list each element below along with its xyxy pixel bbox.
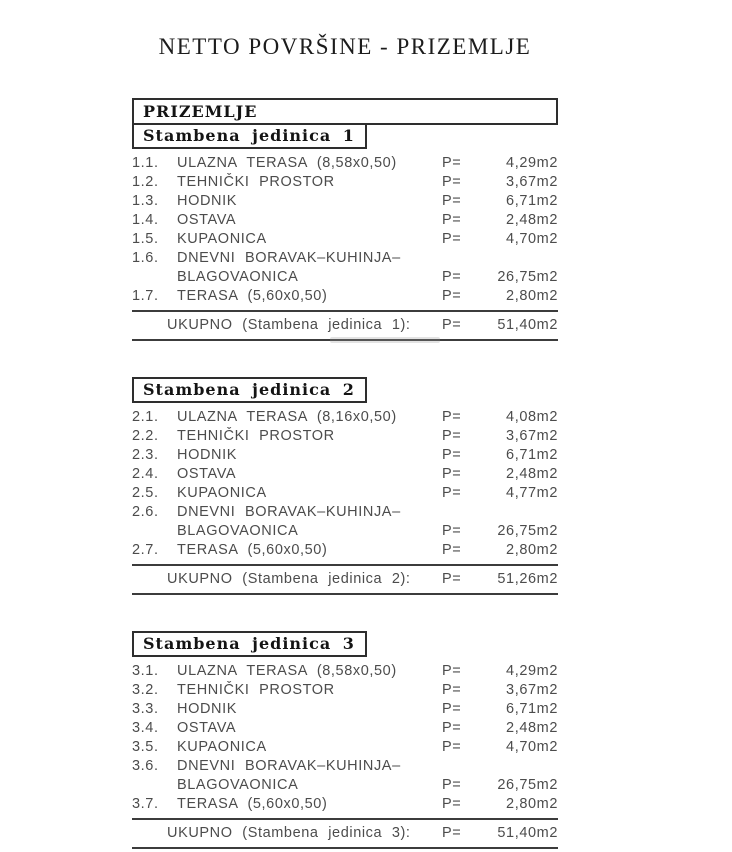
row-number — [132, 522, 177, 541]
area-row — [132, 503, 558, 522]
row-number: 3.2. — [132, 682, 159, 698]
area-rows — [132, 408, 558, 560]
area-row — [132, 465, 558, 484]
row-number: 2.7. — [132, 542, 159, 558]
area-value: 4,29m2 — [506, 155, 558, 171]
total-label: UKUPNO (Stambena jedinica 3): — [167, 825, 411, 841]
p-label: P= — [442, 542, 462, 558]
room-label: OSTAVA — [177, 466, 237, 482]
area-row — [132, 541, 558, 560]
row-number — [132, 776, 177, 795]
row-number: 1.5. — [132, 231, 159, 247]
area-value: 4,70m2 — [506, 739, 558, 755]
document-sheet — [132, 0, 558, 849]
p-label: P= — [442, 428, 462, 444]
p-label: P= — [442, 231, 462, 247]
total-p-label: P= — [442, 571, 462, 587]
room-label: TEHNIČKI PROSTOR — [177, 174, 335, 190]
row-number: 2.3. — [132, 447, 159, 463]
area-row — [132, 154, 558, 173]
total-row — [132, 310, 558, 341]
row-number: 3.7. — [132, 796, 159, 812]
p-label: P= — [442, 193, 462, 209]
area-row — [132, 408, 558, 427]
total-area-value: 51,40m2 — [497, 825, 558, 841]
area-value: 6,71m2 — [506, 193, 558, 209]
area-value: 3,67m2 — [506, 428, 558, 444]
p-label: P= — [442, 466, 462, 482]
room-label: DNEVNI BORAVAK–KUHINJA– — [177, 250, 401, 266]
room-label: KUPAONICA — [177, 231, 267, 247]
row-number: 3.6. — [132, 758, 159, 774]
unit-header: Stambena jedinica 3 — [132, 631, 367, 657]
area-row — [132, 662, 558, 681]
area-value: 3,67m2 — [506, 682, 558, 698]
row-number: 1.3. — [132, 193, 159, 209]
row-number: 1.4. — [132, 212, 159, 228]
p-label: P= — [442, 174, 462, 190]
room-label: TEHNIČKI PROSTOR — [177, 428, 335, 444]
p-label: P= — [442, 155, 462, 171]
area-value: 4,29m2 — [506, 663, 558, 679]
room-label: TERASA (5,60x0,50) — [177, 288, 328, 304]
room-label: HODNIK — [177, 447, 237, 463]
room-label: ULAZNA TERASA (8,16x0,50) — [177, 409, 397, 425]
floor-header: PRIZEMLJE — [132, 98, 558, 125]
unit-header: Stambena jedinica 2 — [132, 377, 367, 403]
area-value: 6,71m2 — [506, 447, 558, 463]
p-label — [442, 757, 480, 776]
area-value: 2,80m2 — [506, 796, 558, 812]
area-value — [480, 503, 558, 522]
sections — [132, 125, 558, 849]
area-row — [132, 173, 558, 192]
area-row — [132, 427, 558, 446]
row-number: 1.1. — [132, 155, 159, 171]
row-number — [132, 268, 177, 287]
p-label: P= — [442, 777, 462, 793]
room-label: HODNIK — [177, 701, 237, 717]
row-number: 2.1. — [132, 409, 159, 425]
total-label: UKUPNO (Stambena jedinica 2): — [167, 571, 411, 587]
area-row — [132, 776, 558, 795]
total-area-value: 51,40m2 — [497, 317, 558, 333]
area-row — [132, 522, 558, 541]
row-number: 2.2. — [132, 428, 159, 444]
row-number: 1.7. — [132, 288, 159, 304]
unit-section — [132, 631, 558, 849]
area-row — [132, 230, 558, 249]
row-number: 3.1. — [132, 663, 159, 679]
area-value: 2,48m2 — [506, 720, 558, 736]
area-value — [480, 757, 558, 776]
area-row — [132, 249, 558, 268]
page-title: NETTO POVRŠINE - PRIZEMLJE — [158, 34, 532, 59]
area-rows — [132, 154, 558, 306]
p-label: P= — [442, 212, 462, 228]
room-label: OSTAVA — [177, 212, 237, 228]
room-label: KUPAONICA — [177, 485, 267, 501]
room-label: BLAGOVAONICA — [177, 777, 299, 793]
total-label: UKUPNO (Stambena jedinica 1): — [167, 317, 411, 333]
area-value: 3,67m2 — [506, 174, 558, 190]
room-label: BLAGOVAONICA — [177, 269, 299, 285]
area-row — [132, 700, 558, 719]
p-label: P= — [442, 485, 462, 501]
area-row — [132, 795, 558, 814]
unit-section — [132, 377, 558, 595]
p-label: P= — [442, 796, 462, 812]
area-value: 4,77m2 — [506, 485, 558, 501]
total-row — [132, 818, 558, 849]
p-label — [442, 503, 480, 522]
unit-header: Stambena jedinica 1 — [132, 123, 367, 149]
row-number: 3.3. — [132, 701, 159, 717]
area-value: 26,75m2 — [497, 269, 558, 285]
row-number: 2.5. — [132, 485, 159, 501]
area-value: 2,80m2 — [506, 542, 558, 558]
row-number: 2.4. — [132, 466, 159, 482]
area-value: 2,80m2 — [506, 288, 558, 304]
room-label: BLAGOVAONICA — [177, 523, 299, 539]
total-p-label: P= — [442, 825, 462, 841]
area-row — [132, 484, 558, 503]
area-value: 4,70m2 — [506, 231, 558, 247]
row-number: 1.2. — [132, 174, 159, 190]
area-value: 2,48m2 — [506, 212, 558, 228]
room-label: DNEVNI BORAVAK–KUHINJA– — [177, 758, 401, 774]
area-row — [132, 757, 558, 776]
p-label: P= — [442, 269, 462, 285]
p-label: P= — [442, 523, 462, 539]
p-label: P= — [442, 663, 462, 679]
area-row — [132, 446, 558, 465]
p-label: P= — [442, 682, 462, 698]
p-label — [442, 249, 480, 268]
area-value: 4,08m2 — [506, 409, 558, 425]
area-row — [132, 192, 558, 211]
area-row — [132, 211, 558, 230]
total-row — [132, 564, 558, 595]
total-p-label: P= — [442, 317, 462, 333]
area-value: 6,71m2 — [506, 701, 558, 717]
p-label: P= — [442, 739, 462, 755]
room-label: OSTAVA — [177, 720, 237, 736]
area-row — [132, 681, 558, 700]
area-rows — [132, 662, 558, 814]
total-area-value: 51,26m2 — [497, 571, 558, 587]
area-value: 2,48m2 — [506, 466, 558, 482]
row-number: 3.5. — [132, 739, 159, 755]
area-row — [132, 719, 558, 738]
row-number: 1.6. — [132, 250, 159, 266]
room-label: KUPAONICA — [177, 739, 267, 755]
room-label: TEHNIČKI PROSTOR — [177, 682, 335, 698]
area-row — [132, 287, 558, 306]
room-label: TERASA (5,60x0,50) — [177, 796, 328, 812]
area-row — [132, 738, 558, 757]
room-label: ULAZNA TERASA (8,58x0,50) — [177, 663, 397, 679]
p-label: P= — [442, 288, 462, 304]
p-label: P= — [442, 447, 462, 463]
area-row — [132, 268, 558, 287]
room-label: DNEVNI BORAVAK–KUHINJA– — [177, 504, 401, 520]
room-label: TERASA (5,60x0,50) — [177, 542, 328, 558]
area-value: 26,75m2 — [497, 523, 558, 539]
room-label: HODNIK — [177, 193, 237, 209]
p-label: P= — [442, 701, 462, 717]
row-number: 3.4. — [132, 720, 159, 736]
p-label: P= — [442, 409, 462, 425]
watermark-smudge — [330, 337, 440, 343]
area-value — [480, 249, 558, 268]
p-label: P= — [442, 720, 462, 736]
row-number: 2.6. — [132, 504, 159, 520]
area-value: 26,75m2 — [497, 777, 558, 793]
room-label: ULAZNA TERASA (8,58x0,50) — [177, 155, 397, 171]
unit-section — [132, 125, 558, 341]
